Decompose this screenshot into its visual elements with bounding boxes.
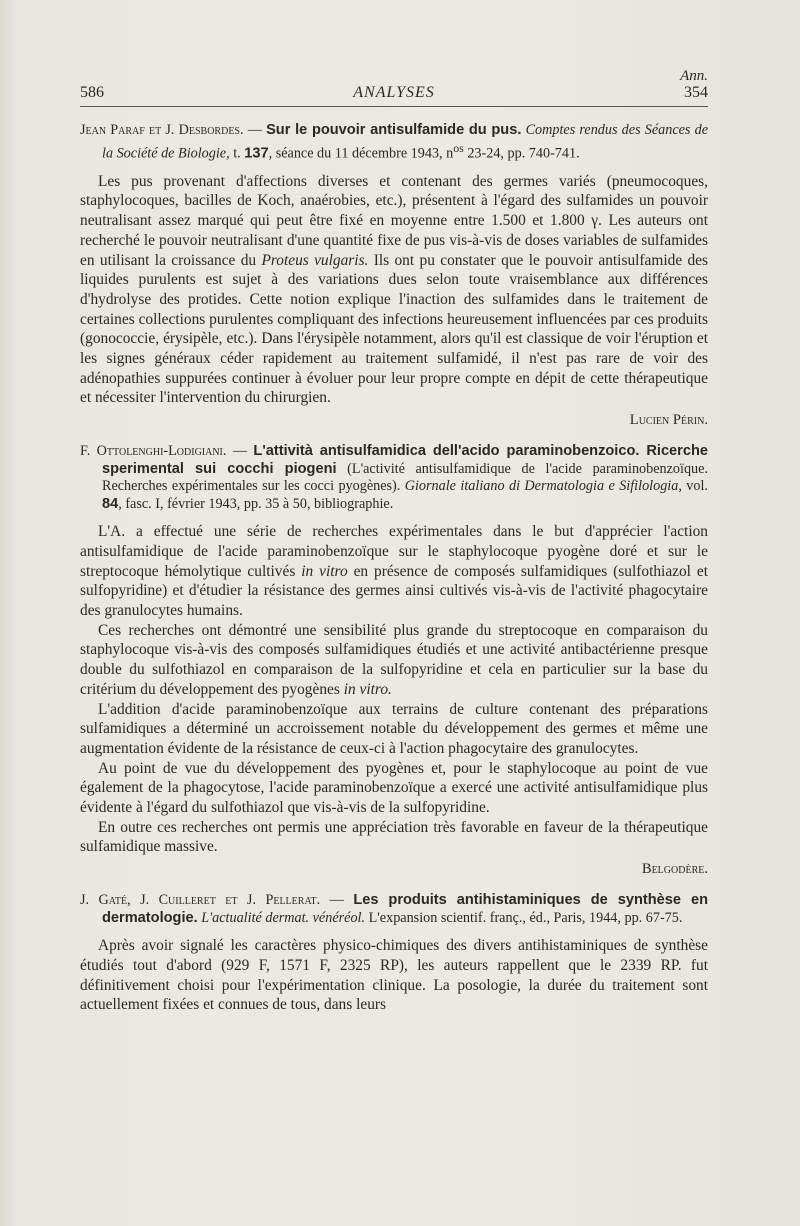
article2-volume: 84 [102,495,119,512]
article2-reference [80,443,708,513]
article3-paragraph: Après avoir signalé les caractères physico-chimiques des divers antihistaminiques de synthèse étudiés tout d'abord (929 F, 1571 F, 2325 RP), les auteurs rappellent que le 2339 RP. fut définitivement choisi pour l'expérimentation clinique. La posologie, la durée du traitement sont actuellement fixées et connues de tous, dans leurs [80,937,708,1014]
volume-number: 354 [684,84,708,101]
article1-nos: os [453,140,464,155]
article2-authors: F. Ottolenghi-Lodigiani. [80,443,227,460]
article2-italic: in vitro. [343,680,392,698]
page-content [80,122,708,1015]
article2-source-part: vol. [681,478,708,495]
separator: — [226,443,254,460]
separator: — [243,122,267,138]
article3-authors: J. Gaté, J. Cuilleret et J. Pellerat. [80,892,321,909]
article1-paragraph [80,172,708,408]
article2-paragraph-2 [80,621,708,700]
article2-source: Giornale italiano di Dermatologia e Sifilologia, [404,478,682,495]
article3-publisher: L'expansion scientif. franç., éd., Paris, 1944, pp. 67-75. [365,909,683,926]
article2-text: Ces recherches ont démontré une sensibilité plus grande du streptocoque en comparaison du staphylocoque vis-à-vis des composés sulfamidiques étudiés et une activité antibactérienne presque double du sulfothiazol en comparaison de la sulfopyridine et cela en particulier sur la base du critérium du développement des pyogènes [80,621,708,698]
article2-text: en présence de composés sulfamidiques (sulfothiazol et sulfopyridine) et d'étudier la résistance des germes ainsi cultivés vis-à-vis de l'activité phagocytaire des granulocytes humains. [80,562,708,619]
running-header [80,84,708,107]
article2-italic: in vitro [301,562,348,580]
article1-volume: 137 [244,145,269,162]
page-number: 586 [80,84,104,101]
article1-pages: 23-24, pp. 740-741. [463,145,580,162]
article3-reference [80,892,708,927]
article1-source: Comptes rendus des Séances de la Société de Biologie, [102,122,709,162]
journal-abbrev: Ann. [680,68,708,84]
article1-reference [80,122,708,163]
article1-authors: Jean Paraf et J. Desbordes. [80,122,244,138]
article3-title: Les produits antihistaminiques de synthèse en dermatologie. [102,892,708,926]
article1-text: Les pus provenant d'affections diverses et contenant des germes variés (pneumocoques, staphylocoques, bacilles de Koch, anaérobies, etc.), présentent à l'égard des sulfamides un pouvoir neutralisant assez marqué qui peut être fixé en moyenne entre 1.500 et 1.800 γ. Les auteurs ont recherché le pouvoir neutralisant d'une quantité fixe de pus vis-à-vis de doses variables de sulfamides en utilisant la croissance du [80,172,708,269]
separator: — [320,892,354,909]
section-title: ANALYSES [353,84,435,101]
article2-paragraph-3: L'addition d'acide paraminobenzoïque aux terrains de culture contenant des préparations sulfamidiques a déterminé un accroissement notable du développement des germes et même une augmentation évidente de la résistance de ceux-ci à l'action phagocytaire des granulocytes. [80,700,708,757]
article3-source: L'actualité dermat. vénéréol. [197,909,366,926]
article1-title: Sur le pouvoir antisulfamide du pus. [266,122,522,138]
article2-text: L'A. a effectué une série de recherches expérimentales dans le but d'apprécier l'action antisulfamidique de l'acide paraminobenzoïque sur le staphylocoque pyogène doré et sur le streptocoque hémolytique cultivés [80,523,708,580]
article2-paragraph-5: En outre ces recherches ont permis une appréciation très favorable en faveur de la thérapeutique sulfamidique massive. [80,818,708,856]
article2-signature: Belgodère. [641,861,708,878]
article2-paragraph-1 [80,522,708,621]
article1-text: Ils ont pu constater que le pouvoir antisulfamide des liquides purulents est sujet à des variations dues selon toute vraisemblance aux différences d'hydrolyse des protides. Cette notion explique l'inaction des sulfamides dans le traitement de certaines collections purulentes compliquant des infections heureusement influencées par ces produits (gonococcie, érysipèle, etc.). Dans l'érysipèle notamment, alors qu'il est classique de voir l'éruption et les signes généraux céder rapidement au traitement sulfamidé, il n'est pas rare de voir des adénopathies suppurées continuer à évoluer pour leur propre compte en dépit de cette thérapeutique et nécessiter l'intervention du chirurgien. [80,251,709,407]
article1-source-part: , séance du 11 décembre 1943, n [268,145,454,162]
article1-source-part: t. [229,145,245,162]
article2-paragraph-4: Au point de vue du développement des pyogènes et, pour le staphylocoque au point de vue également de la phagocytose, l'acide paraminobenzoïque a exercé une activité antisulfamidique plus évidente à l'égard du sulfothiazol que vis-à-vis de la sulfopyridine. [80,759,708,817]
article1-signature: Lucien Périn. [629,412,708,429]
article2-translation: (L'activité antisulfamidique de l'acide paraminobenzoïque. Recherches expérimentales sur les cocci pyogènes). [102,460,708,495]
article1-species: Proteus vulgaris. [261,251,369,269]
article2-pages: , fasc. I, février 1943, pp. 35 à 50, bibliographie. [118,495,394,512]
article2-title: L'attività antisulfamidica dell'acido paraminobenzoico. Ricerche sperimental sui cocchi piogeni [102,443,708,477]
